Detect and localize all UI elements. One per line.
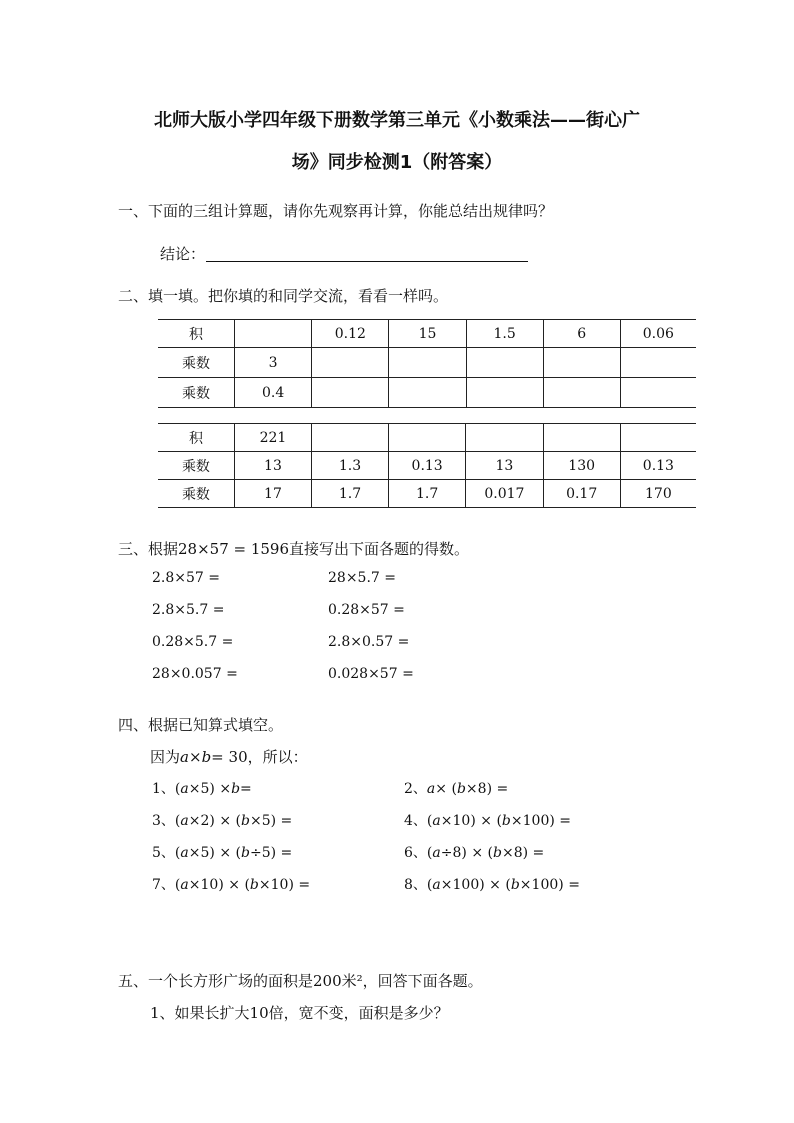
fill-table-2 — [158, 423, 696, 508]
page-title-line-1: 北师大版小学四年级下册数学第三单元《小数乘法——街心广 — [154, 110, 640, 131]
row-header-cell: 积 — [158, 424, 234, 452]
expression-right-4: 8、(a×100) × (b×100) = — [404, 877, 580, 893]
expression-right-1: 2、a× (b×8) = — [404, 781, 509, 797]
table-row — [158, 452, 696, 480]
value-cell: 15 — [389, 320, 466, 348]
expression-left-3: 5、(a×5) × (b÷5) = — [152, 845, 293, 861]
equation-left-2: 2.8×5.7 = — [152, 602, 225, 618]
blank-cell[interactable] — [620, 348, 696, 378]
value-cell: 17 — [234, 480, 311, 508]
value-cell: 1.7 — [312, 480, 389, 508]
table-row — [158, 424, 696, 452]
value-cell: 1.5 — [466, 320, 543, 348]
row-header-cell: 乘数 — [158, 378, 235, 408]
value-cell: 0.017 — [466, 480, 543, 508]
blank-cell[interactable] — [389, 348, 466, 378]
expression-left-1: 1、(a×5) ×b= — [152, 781, 252, 797]
value-cell: 0.06 — [620, 320, 696, 348]
equation-left-1: 2.8×57 = — [152, 570, 220, 586]
question-3: 三、根据28×57 = 1596直接写出下面各题的得数。 — [118, 540, 470, 558]
blank-cell[interactable] — [466, 424, 543, 452]
value-cell: 0.12 — [312, 320, 389, 348]
blank-cell[interactable] — [389, 424, 466, 452]
value-cell: 13 — [234, 452, 311, 480]
equation-left-4: 28×0.057 = — [152, 666, 238, 682]
expression-right-2: 4、(a×10) × (b×100) = — [404, 813, 572, 829]
row-header-cell: 乘数 — [158, 452, 234, 480]
page-title-line-2: 场》同步检测1（附答案） — [291, 152, 503, 173]
row-header-cell: 积 — [158, 320, 235, 348]
question-5-sub-1: 1、如果长扩大10倍，宽不变，面积是多少？ — [150, 1004, 449, 1022]
table-row — [158, 378, 696, 408]
value-cell: 1.7 — [389, 480, 466, 508]
equation-right-2: 0.28×57 = — [328, 602, 405, 618]
blank-cell[interactable] — [620, 378, 696, 408]
blank-cell[interactable] — [543, 348, 620, 378]
blank-cell[interactable] — [620, 424, 696, 452]
blank-cell[interactable] — [235, 320, 312, 348]
row-header-cell: 乘数 — [158, 480, 234, 508]
blank-cell[interactable] — [543, 424, 620, 452]
value-cell: 13 — [466, 452, 543, 480]
blank-cell[interactable] — [312, 348, 389, 378]
blank-cell[interactable] — [466, 348, 543, 378]
conclusion-answer-line[interactable] — [206, 261, 528, 262]
value-cell: 0.4 — [235, 378, 312, 408]
conclusion-label: 结论： — [160, 245, 206, 263]
blank-cell[interactable] — [312, 378, 389, 408]
table-row — [158, 480, 696, 508]
blank-cell[interactable] — [312, 424, 389, 452]
question-2: 二、填一填。把你填的和同学交流，看看一样吗。 — [118, 287, 449, 305]
blank-cell[interactable] — [389, 378, 466, 408]
value-cell: 0.13 — [389, 452, 466, 480]
value-cell: 6 — [543, 320, 620, 348]
value-cell: 0.17 — [543, 480, 620, 508]
value-cell: 1.3 — [312, 452, 389, 480]
expression-left-2: 3、(a×2) × (b×5) = — [152, 813, 293, 829]
blank-cell[interactable] — [466, 378, 543, 408]
value-cell: 221 — [234, 424, 311, 452]
equation-left-3: 0.28×5.7 = — [152, 634, 234, 650]
value-cell: 0.13 — [620, 452, 696, 480]
expression-left-4: 7、(a×10) × (b×10) = — [152, 877, 311, 893]
question-4: 四、根据已知算式填空。 — [118, 716, 284, 734]
question-4-premise: 因为a×b= 30，所以： — [150, 748, 308, 766]
value-cell: 130 — [543, 452, 620, 480]
equation-right-3: 2.8×0.57 = — [328, 634, 410, 650]
question-1: 一、下面的三组计算题，请你先观察再计算，你能总结出规律吗？ — [118, 202, 554, 220]
value-cell: 170 — [620, 480, 696, 508]
equation-right-1: 28×5.7 = — [328, 570, 396, 586]
value-cell: 3 — [235, 348, 312, 378]
blank-cell[interactable] — [543, 378, 620, 408]
expression-right-3: 6、(a÷8) × (b×8) = — [404, 845, 545, 861]
question-5: 五、一个长方形广场的面积是200米²，回答下面各题。 — [118, 972, 483, 990]
row-header-cell: 乘数 — [158, 348, 235, 378]
equation-right-4: 0.028×57 = — [328, 666, 414, 682]
table-row — [158, 320, 696, 348]
table-row — [158, 348, 696, 378]
fill-table-1 — [158, 319, 696, 408]
